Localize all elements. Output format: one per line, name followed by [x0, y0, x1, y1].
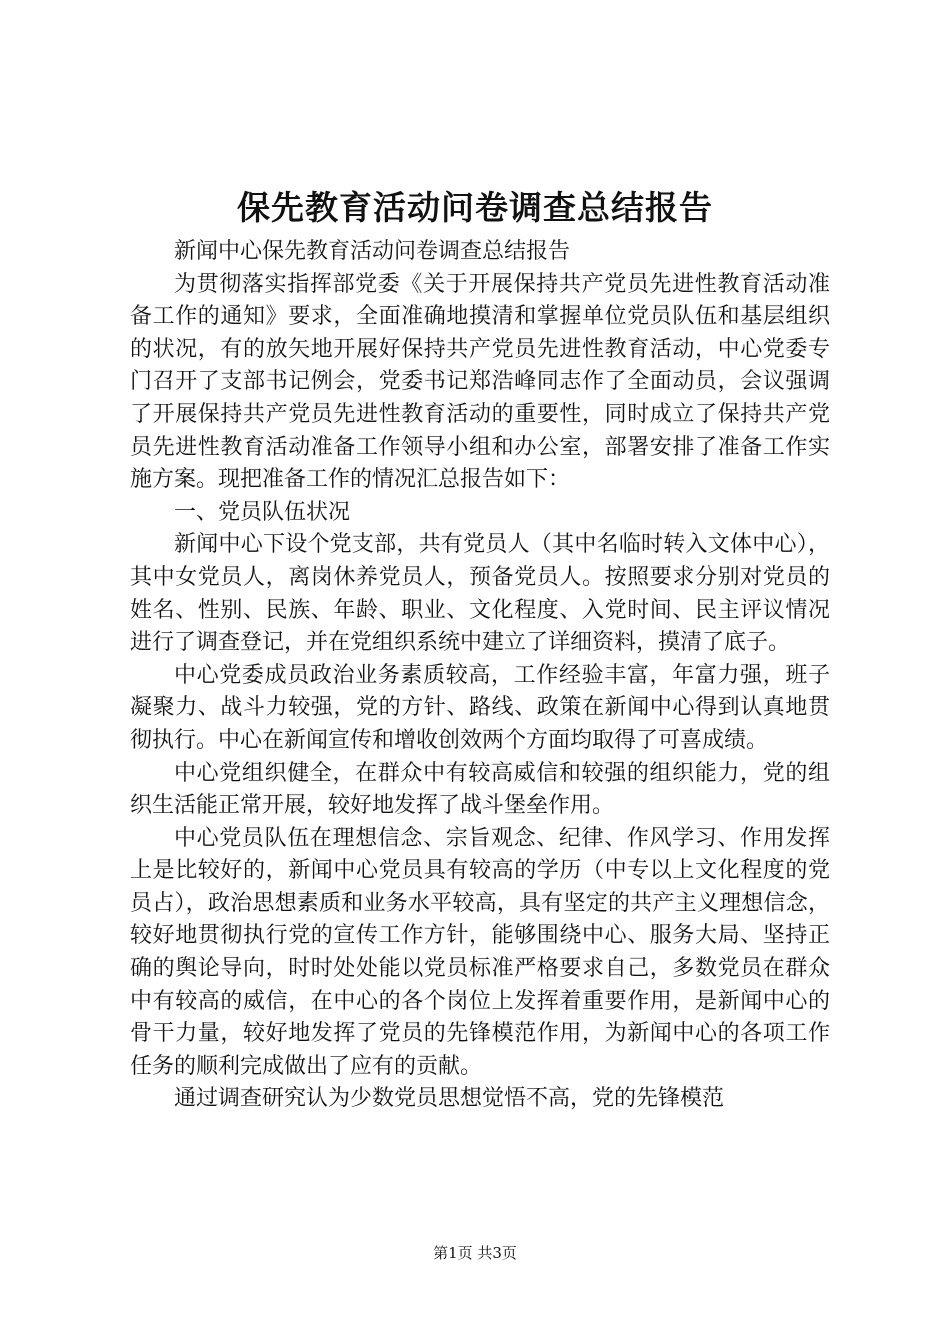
page-footer: 第1页 共3页	[433, 1244, 517, 1262]
subtitle-paragraph: 新闻中心保先教育活动问卷调查总结报告	[174, 239, 571, 264]
intro-paragraph: 为贯彻落实指挥部党委《关于开展保持共产党员先进性教育活动准备工作的通知》要求，全面准确地摸清和掌握单位党员队伍和基层组织的状况，有的放矢地开展好保持共产党员先进性教育活动，中心党委专门召开了支部书记例会，党委书记郑浩峰同志作了全面动员，会议强调了开展保持共产党员先进性教育活动的重要性，同时成立了保持共产党员先进性教育活动准备工作领导小组和办公室，部署安排了准备工作实施方案。现把准备工作的情况汇总报告如下：	[130, 271, 830, 493]
body-paragraph: 新闻中心下设个党支部，共有党员人（其中名临时转入文体中心），其中女党员人，离岗休养党员人，预备党员人。按照要求分别对党员的姓名、性别、民族、年龄、职业、文化程度、入党时间、民主评议情况进行了调查登记，并在党组织系统中建立了详细资料，摸清了底子。	[130, 532, 830, 656]
document-body	[130, 236, 830, 1116]
section-heading: 一、党员队伍状况	[174, 499, 351, 525]
body-paragraph: 中心党员队伍在理想信念、宗旨观念、纪律、作风学习、作用发挥上是比较好的，新闻中心党员具有较高的学历（中专以上文化程度的党员占），政治思想素质和业务水平较高，具有坚定的共产主义理想信念，较好地贯彻执行党的宣传工作方针，能够围绕中心、服务大局、坚持正确的舆论导向，时时处处能以党员标准严格要求自己，多数党员在群众中有较高的威信，在中心的各个岗位上发挥着重要作用，是新闻中心的骨干力量，较好地发挥了党员的先锋模范作用，为新闻中心的各项工作任务的顺利完成做出了应有的贡献。	[130, 825, 830, 1079]
body-paragraph: 中心党组织健全，在群众中有较高威信和较强的组织能力，党的组织生活能正常开展，较好地发挥了战斗堡垒作用。	[130, 760, 830, 819]
document-title: 保先教育活动问卷调查总结报告	[237, 188, 713, 227]
body-paragraph: 中心党委成员政治业务素质较高，工作经验丰富，年富力强，班子凝聚力、战斗力较强，党的方针、路线、政策在新闻中心得到认真地贯彻执行。中心在新闻宣传和增收创效两个方面均取得了可喜成绩。	[130, 662, 830, 753]
body-paragraph: 通过调查研究认为少数党员思想觉悟不高，党的先锋模范	[174, 1086, 725, 1112]
